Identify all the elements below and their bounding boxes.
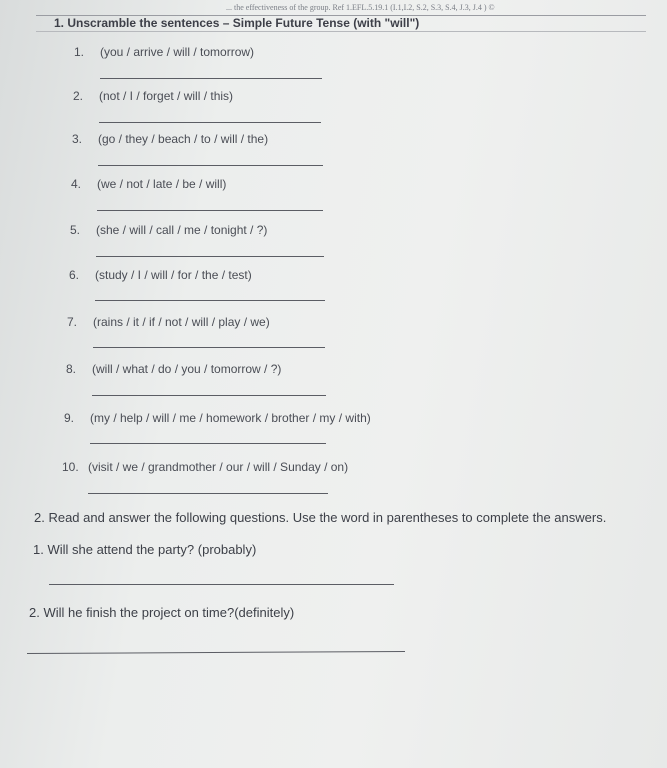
unscramble-item-4: 4. (we / not / late / be / will) (71, 177, 227, 191)
unscramble-item-10: 10. (visit / we / grandmother / our / will / Sunday / on) (62, 460, 349, 474)
section-1-title: 1. Unscramble the sentences – Simple Future Tense (with "will") (54, 16, 420, 30)
answer-line-7[interactable] (93, 347, 325, 348)
unscramble-item-9: 9. (my / help / will / me / homework / brother / my / with) (64, 411, 371, 425)
unscramble-item-5: 5. (she / will / call / me / tonight / ?) (70, 223, 268, 237)
answer-line-3[interactable] (98, 165, 323, 166)
answer-line-6[interactable] (95, 300, 325, 301)
answer-line-4[interactable] (97, 210, 323, 211)
question-1: 1. Will she attend the party? (probably) (33, 542, 257, 557)
unscramble-item-8: 8. (will / what / do / you / tomorrow / ?) (66, 362, 282, 376)
question-2: 2. Will he finish the project on time?(definitely) (29, 605, 295, 620)
answer-line-9[interactable] (90, 443, 326, 444)
answer-line-1[interactable] (100, 78, 322, 79)
unscramble-item-2: 2. (not / I / forget / will / this) (73, 89, 234, 103)
unscramble-item-3: 3. (go / they / beach / to / will / the) (72, 132, 269, 146)
answer-line-5[interactable] (96, 256, 324, 257)
question-2-answer-line[interactable] (27, 651, 405, 654)
question-1-answer-line[interactable] (49, 584, 394, 585)
answer-line-10[interactable] (88, 493, 328, 494)
unscramble-item-1: 1. (you / arrive / will / tomorrow) (74, 45, 255, 59)
unscramble-item-7: 7. (rains / it / if / not / will / play / we) (67, 315, 270, 329)
answer-line-8[interactable] (92, 395, 326, 396)
unscramble-item-6: 6. (study / I / will / for / the / test) (69, 268, 252, 282)
section-2-title: 2. Read and answer the following questions. Use the word in parentheses to complete the answers. (34, 510, 607, 525)
header-reference: ... the effectiveness of the group. Ref 1.EFL.5.19.1 (I.1,I.2, S.2, S.3, S.4, J.3, J.4 ) © (226, 3, 495, 12)
header-divider-lower (36, 31, 646, 32)
answer-line-2[interactable] (99, 122, 321, 123)
